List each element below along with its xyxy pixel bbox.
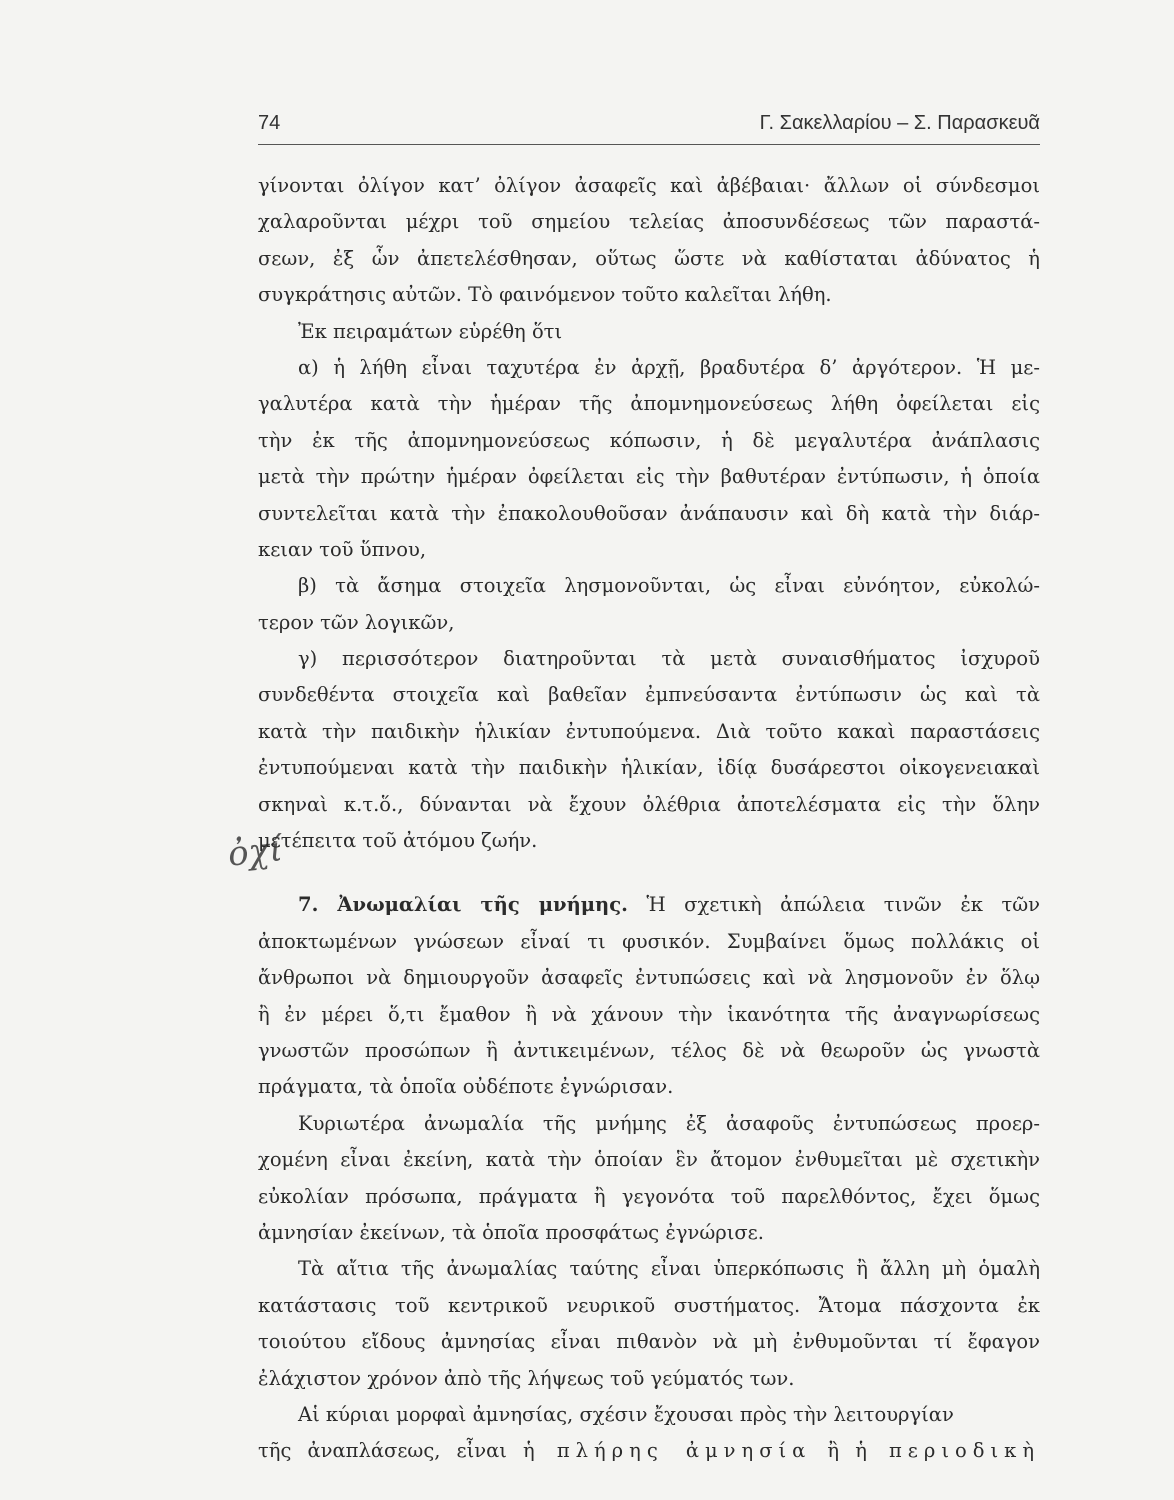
text-line: Αἱ κύριαι μορφαὶ ἀμνησίας, σχέσιν ἔχουσαι πρὸς τὴν λειτουργίαν [298,1402,954,1426]
paragraph [258,1397,1040,1433]
text-line: συνδεθέντα στοιχεῖα καὶ βαθεῖαν ἐμπνεύσαντα ἐντύπωσιν ὡς καὶ τὰ [258,683,1040,707]
final-line-term2: περιοδικὴ [866,1439,1040,1463]
text-line: Τὰ αἴτια τῆς ἀνωμαλίας ταύτης εἶναι ὑπερκόπωσις ἢ ἄλλη μὴ ὁμαλὴ [298,1257,1040,1281]
text-line: χαλαροῦνται μέχρι τοῦ σημείου τελείας ἀποσυνδέσεως τῶν παραστά- [258,210,1040,234]
text-line: γ) περισσότερον διατηροῦνται τὰ μετὰ συναισθήματος ἰσχυροῦ [298,647,1040,671]
text-line: τοιούτου εἴδους ἀμνησίας εἶναι πιθανὸν νὰ μὴ ἐνθυμοῦνται τί ἔφαγον [258,1330,1040,1354]
running-head: Γ. Σακελλαρίου – Σ. Παρασκευᾶ [759,112,1040,134]
section-paragraph [258,887,1040,1105]
text-line: ἐντυπούμεναι κατὰ τὴν παιδικὴν ἡλικίαν, ἰδίᾳ δυσάρεστοι οἰκογενειακαὶ [258,756,1040,780]
text-line: μετέπειτα τοῦ ἀτόμου ζωήν. [258,829,538,853]
text-line: ἀμνησίαν ἐκείνων, τὰ ὁποῖα προσφάτως ἐγνώρισε. [258,1220,764,1244]
paragraph [258,568,1040,641]
final-line-mid: ἢ ἡ [811,1439,867,1463]
text-line: κατὰ τὴν παιδικὴν ἡλικίαν ἐντυπούμενα. Διὰ τοῦτο κακαὶ παραστάσεις [258,719,1040,743]
text-line: χομένη εἶναι ἐκείνη, κατὰ τὴν ὁποίαν ἓν ἄτομον ἐνθυμεῖται μὲ σχετικὴν [258,1148,1040,1172]
text-line: τερον τῶν λογικῶν, [258,610,455,634]
text-line: α) ἡ λήθη εἶναι ταχυτέρα ἐν ἀρχῇ, βραδυτέρα δ’ ἀργότερον. Ἡ με- [298,355,1040,379]
text-line: Κυριωτέρα ἀνωμαλία τῆς μνήμης ἐξ ἀσαφοῦς ἐντυπώσεως προερ- [298,1111,1040,1135]
text-line: ἐλάχιστον χρόνον ἀπὸ τῆς λήψεως τοῦ γεύματός των. [258,1366,795,1390]
text-line: τὴν ἐκ τῆς ἀπομνημονεύσεως κόπωσιν, ἡ δὲ μεγαλυτέρα ἀνάπλασις [258,428,1040,452]
text-line: Ἐκ πειραμάτων εὑρέθη ὅτι [298,319,563,343]
final-line-term1: πλήρης ἀμνησία [534,1439,812,1463]
text-line: κατάστασις τοῦ κεντρικοῦ νευρικοῦ συστήματος. Ἄτομα πάσχοντα ἐκ [258,1293,1040,1317]
paragraph [258,314,1040,350]
body-text [258,168,1040,1470]
handwritten-margin-note: ὀχί [226,829,285,875]
text-line: κειαν τοῦ ὕπνου, [258,537,427,561]
paragraph [258,1251,1040,1397]
paragraph [258,350,1040,568]
text-line: ἢ ἐν μέρει ὅ,τι ἔμαθον ἢ νὰ χάνουν τὴν ἱκανότητα τῆς ἀναγνωρίσεως [258,1002,1040,1026]
paragraph [258,168,1040,314]
section-gap [258,859,1040,887]
text-line: συγκράτησις αὐτῶν. Τὸ φαινόμενον τοῦτο καλεῖται λήθη. [258,283,832,307]
text-line: ἄνθρωποι νὰ δημιουργοῦν ἀσαφεῖς ἐντυπώσεις καὶ νὰ λησμονοῦν ἐν ὅλῳ [258,966,1040,990]
text-line: πράγματα, τὰ ὁποῖα οὐδέποτε ἐγνώρισαν. [258,1075,674,1099]
text-line: εὐκολίαν πρόσωπα, πράγματα ἢ γεγονότα τοῦ παρελθόντος, ἔχει ὅμως [258,1184,1040,1208]
text-line: γαλυτέρα κατὰ τὴν ἡμέραν τῆς ἀπομνημονεύσεως λήθη ὀφείλεται εἰς [258,392,1040,416]
final-line [258,1433,1040,1469]
page-header [258,108,1040,145]
text-line: β) τὰ ἄσημα στοιχεῖα λησμονοῦνται, ὡς εἶναι εὐνόητον, εὐκολώ- [298,574,1040,598]
text-line: μετὰ τὴν πρώτην ἡμέραν ὀφείλεται εἰς τὴν βαθυτέραν ἐντύπωσιν, ἡ ὁποία [258,465,1040,489]
text-line: σεων, ἐξ ὧν ἀπετελέσθησαν, οὕτως ὥστε νὰ καθίσταται ἀδύνατος ἡ [258,246,1040,270]
final-line-lead: τῆς ἀναπλάσεως, εἶναι ἡ [258,1439,535,1463]
page-number: 74 [258,112,281,134]
text-line: γνωστῶν προσώπων ἢ ἀντικειμένων, τέλος δὲ νὰ θεωροῦν ὡς γνωστὰ [258,1038,1040,1062]
paragraph [258,1106,1040,1252]
section-first-line-text: Ἡ σχετικὴ ἀπώλεια τινῶν ἐκ τῶν [627,893,1040,917]
paragraph [258,641,1040,859]
section-heading-line [258,887,1040,923]
text-line: γίνονται ὀλίγον κατ’ ὀλίγον ἀσαφεῖς καὶ ἀβέβαιαι· ἄλλων οἱ σύνδεσμοι [258,174,1040,197]
text-line: ἀποκτωμένων γνώσεων εἶναί τι φυσικόν. Συμβαίνει ὅμως πολλάκις οἱ [258,929,1040,953]
section-title: 7. Ἀνωμαλίαι τῆς μνήμης. [298,893,628,917]
text-line: συντελεῖται κατὰ τὴν ἐπακολουθοῦσαν ἀνάπαυσιν καὶ δὴ κατὰ τὴν διάρ- [258,501,1040,525]
text-line: σκηναὶ κ.τ.ὅ., δύνανται νὰ ἔχουν ὀλέθρια ἀποτελέσματα εἰς τὴν ὅλην [258,792,1040,816]
